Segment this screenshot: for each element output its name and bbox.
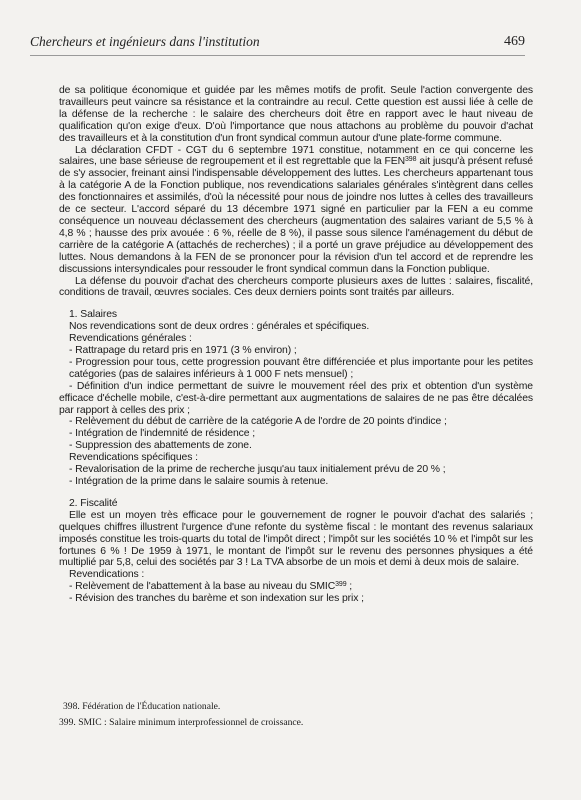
general-claims-label: Revendications générales :	[69, 333, 192, 345]
list-item: - Révision des tranches du barème et son indexation sur les prix ;	[69, 593, 364, 605]
fiscalite-claims-label: Revendications :	[69, 569, 145, 581]
footnote-399: 399. SMIC : Salaire minimum interprofessionnel de croissance.	[59, 717, 304, 728]
specific-claims-label: Revendications spécifiques :	[69, 452, 198, 464]
paragraph-purchasing-power: La défense du pouvoir d'achat des chercheurs comporte plusieurs axes de luttes : salaires, fiscalité, conditions de travail, œuvres sociales. Ces deux derniers points sont traités par ailleurs.	[59, 275, 533, 299]
footnote-398: 398. Fédération de l'Éducation nationale.	[63, 701, 221, 712]
page-header	[30, 34, 525, 56]
paragraph-cfdt-cgt	[59, 145, 533, 276]
list-item-text: - Relèvement de l'abattement à la base au niveau du SMIC	[69, 581, 336, 593]
header-rule	[30, 55, 525, 56]
salaires-intro: Nos revendications sont de deux ordres : générales et spécifiques.	[69, 321, 370, 333]
paragraph-text: La déclaration CFDT - CGT du 6 septembre 1971 constitue, notamment en ce qui concerne les salaires, une base sérieuse de regroupement et il est regrettable que la FEN	[59, 144, 533, 168]
list-item: - Progression pour tous, cette progression pouvant être différenciée et plus importante pour les petites catégories (pas de salaires inférieurs à 1 000 F nets mensuel) ;	[69, 356, 533, 380]
paragraph-continuation: de sa politique économique et guidée par les mêmes motifs de profit. Seule l'action convergente des travailleurs peut vaincre sa résistance et la contraindre au recul. Cette question est aussi liée à celle de la défense de la recherche : le salaire des chercheurs doit être en rapport avec le haut niveau de qualification qu'on exige d'eux. D'où l'importance que nous attachons au problème du pouvoir d'achat des travailleurs et à la constitution d'un front syndical commun autour d'une plate-forme commune.	[59, 85, 533, 144]
list-item: - Définition d'un indice permettant de suivre le mouvement réel des prix et obtention d'un système efficace d'échelle mobile, c'est-à-dire permettant aux augmentations de salaires de ne pas être décalées par rapport à celles des prix ;	[59, 380, 533, 416]
list-item: - Rattrapage du retard pris en 1971 (3 % environ) ;	[69, 345, 297, 357]
running-title: Chercheurs et ingénieurs dans l'institution	[30, 34, 260, 49]
list-item	[69, 581, 533, 593]
body-text	[59, 85, 533, 605]
list-item: - Revalorisation de la prime de recherche jusqu'au taux initialement prévu de 20 % ;	[69, 464, 446, 476]
footnote-ref-399: 399	[335, 581, 347, 589]
list-item: - Intégration de l'indemnité de résidence ;	[69, 428, 255, 440]
fiscalite-paragraph: Elle est un moyen très efficace pour le gouvernement de rogner le pouvoir d'achat des salariés ; quelques chiffres illustrent l'urgence d'une refonte du système fiscal : le montant des revenus salariaux imposés constitue les trois-quarts du total de l'impôt direct ; l'impôt sur les sociétés 10 % et l'impôt sur les fortunes 6 % ! De 1959 à 1971, le montant de l'impôt sur le revenu des personnes physiques a été multiplié par 5,8, celui des sociétés par 3 ! La TVA absorbe de un mois et demi à deux mois de salaire.	[59, 509, 533, 569]
page-number: 469	[504, 34, 525, 49]
footnotes	[59, 699, 533, 731]
list-item: - Suppression des abattements de zone.	[69, 440, 252, 452]
section-title-fiscalite: 2. Fiscalité	[69, 497, 118, 509]
paragraph-text: ait jusqu'à présent refusé de s'y associer, freinant ainsi l'indispensable développement des luttes. Les chercheurs appartenant tous à la catégorie A de la Fonction publique, nos revendications salariales générales s'intègrent dans celles des fonctionnaires et assimilés, d'où la nécessité pour nous de joindre nos luttes à celles des travailleurs de ce secteur. L'accord séparé du 13 décembre 1971 signé en particulier par la FEN a eu comme conséquence un nouveau déclassement des chercheurs (augmentation des salaires variant de 5,5 % à 4,8 % ; hausse des prix avouée : 6 %, réelle de 8 %), il passe sous silence l'aménagement du début de carrière de la catégorie A (attachés de recherches) ; il a porté un grave préjudice au développement des luttes. Nous demandons à la FEN de se prononcer pour la révision d'un tel accord et de reprendre les discussions intersyndicales pour ressouder le front syndical commun dans la Fonction publique.	[59, 156, 533, 275]
list-item: - Intégration de la prime dans le salaire soumis à retenue.	[69, 476, 329, 487]
section-title-salaires: 1. Salaires	[69, 309, 117, 321]
list-item-text: ;	[346, 581, 353, 593]
list-item: - Relèvement du début de carrière de la catégorie A de l'ordre de 20 points d'indice ;	[69, 416, 447, 428]
footnote-ref-398: 398	[405, 156, 417, 164]
